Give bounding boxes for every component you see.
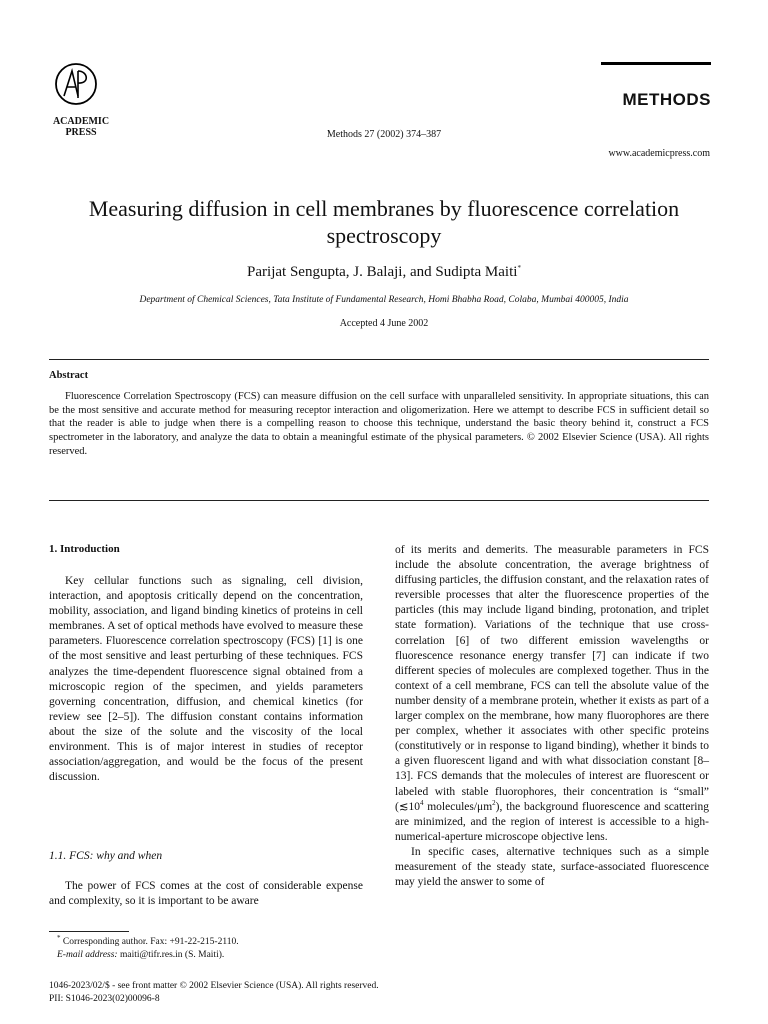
right-paragraph-1 (395, 543, 709, 845)
right-paragraph-1-b: molecules/μm (423, 800, 493, 813)
journal-reference: Methods 27 (2002) 374–387 (326, 129, 442, 140)
author-footnote-mark: * (517, 264, 521, 272)
academic-press-logo-icon (54, 62, 98, 106)
article-title: Measuring diffusion in cell membranes by fluorescence correlation spectroscopy (88, 196, 680, 248)
abstract-heading: Abstract (49, 370, 89, 381)
accepted-date: Accepted 4 June 2002 (339, 318, 429, 329)
section-heading-introduction: 1. Introduction (49, 543, 120, 555)
footnote (49, 933, 363, 961)
email-value[interactable]: maiti@tifr.res.in (S. Maiti). (119, 949, 225, 960)
brand-rule (601, 62, 711, 65)
right-paragraph-1-a: of its merits and demerits. The measurable parameters in FCS include the absolute concentration, the average brightness of diffusing particles, the diffusion constant, and the relaxation rates of reversible processes that alter the fluorescence properties of the particles (this may include ligand binding, protonation, and triplet state formation). Variations of the technique that use cross-correlation [6] of two different emission wavelengths or fluorescence resonance energy transfer [7] can indicate if two different species of molecules are complexed together. Thus in the context of a cell membrane, FCS can tell the absolute value of the number density of a membrane protein, whether it exists as part of a larger complex on the membrane, how many fluorophores are there per complex, whether it associates with other specific proteins (constitutively or in response to ligand binding), whether it binds to a given fluorescent ligand and with what dissociation constant [8–13]. FCS demands that the molecules of interest are fluorescent or labeled with stable fluorophores, their concentration is “small” (≲10 (395, 544, 709, 813)
right-paragraph-1-c: ), the background fluorescence and scattering are minimized, and the region of interest is accessible to a high-numerical-aperture microscope objective lens. (395, 800, 709, 843)
abstract-top-rule (49, 359, 709, 360)
journal-url[interactable]: www.academicpress.com (608, 148, 710, 159)
right-paragraph-2: In specific cases, alternative techniques such as a simple measurement of the steady state, surface-associated fluorescence may yield the answer to some of (395, 845, 709, 889)
exponent-4: 4 (419, 798, 424, 807)
email-label: E-mail address: (57, 949, 118, 960)
intro-paragraph-1: Key cellular functions such as signaling, cell division, interaction, and apoptosis critically depend on the concentration, mobility, association, and ligand binding kinetics of proteins in cell membranes. A set of optical methods have evolved to measure these parameters. Fluorescence correlation spectroscopy (FCS) [1] is one of the most sensitive and least perturbing of these techniques. FCS analyzes the time-dependent fluorescence signal obtained from a microscopic region of the specimen, and yields parameters governing concentration, diffusion, and chemical kinetics (for review see [2–5]). The diffusion constant contains information about the size of the solute and the viscosity of the local environment. This is of major interest in studies of receptor association/aggregation, and would be the focus of the present discussion. (49, 575, 363, 784)
abstract-bottom-rule (49, 500, 709, 501)
subsection-heading-why-when: 1.1. FCS: why and when (49, 850, 163, 862)
publisher-name-line1: ACADEMIC (52, 116, 110, 127)
article-authors (0, 264, 768, 281)
footnote-corresponding (49, 933, 363, 949)
footnote-rule (49, 931, 129, 932)
footnote-corresponding-text: Corresponding author. Fax: +91-22-215-2110. (62, 937, 239, 947)
right-column (395, 543, 709, 890)
authors-text: Parijat Sengupta, J. Balaji, and Sudipta Maiti (247, 264, 518, 280)
intro-paragraph-2: The power of FCS comes at the cost of considerable expense and complexity, so it is important to be aware (49, 880, 363, 908)
footnote-email (49, 949, 363, 962)
footnote-mark: * (57, 933, 61, 942)
bottom-info (49, 980, 549, 1005)
abstract-text: Fluorescence Correlation Spectroscopy (FCS) can measure diffusion on the cell surface with unparalleled sensitivity. In appropriate situations, this can be the most sensitive and accurate method for measuring receptor interaction and oligomerization. Here we attempt to describe FCS in sufficient detail so that the reader is able to judge when there is a compelling reason to choose this technique, understand the basic theory behind it, construct a FCS spectrometer in the laboratory, and analyze the data to obtain a meaningful estimate of the physical parameters. © 2002 Elsevier Science (USA). All rights reserved. (49, 391, 709, 457)
journal-brand: METHODS (622, 90, 711, 109)
publisher-name-line2: PRESS (65, 127, 97, 138)
copyright-line: 1046-2023/02/$ - see front matter © 2002 Elsevier Science (USA). All rights reserved. (49, 981, 379, 991)
exponent-2: 2 (492, 798, 496, 807)
author-affiliation: Department of Chemical Sciences, Tata Institute of Fundamental Research, Homi Bhabha Road, Colaba, Mumbai 400005, India (139, 295, 629, 305)
pii-line: PII: S1046-2023(02)00096-8 (49, 993, 160, 1004)
